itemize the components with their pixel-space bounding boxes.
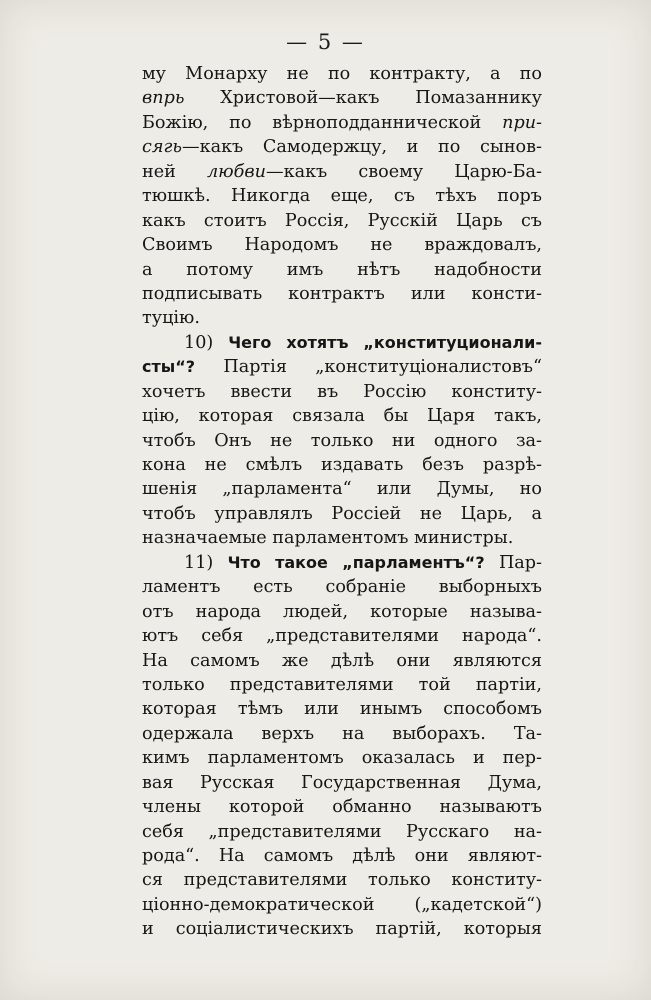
text-line — [142, 355, 542, 379]
line-text: вая Русская Государственная Дума, — [142, 772, 542, 793]
text-line — [142, 404, 542, 428]
line-text: цію, которая связала бы Царя такъ, — [142, 406, 542, 427]
line-text: а потому имъ нѣтъ надобности — [142, 259, 542, 280]
text-line — [142, 86, 542, 110]
text-line — [142, 844, 542, 868]
text-line — [142, 429, 542, 453]
text-line — [142, 673, 542, 697]
text-line — [142, 306, 542, 330]
text-line — [142, 697, 542, 721]
heading-text: сты“? — [142, 357, 196, 377]
text-line — [142, 917, 542, 941]
line-text: Своимъ Народомъ не враждовалъ, — [142, 235, 542, 256]
line-text: ней — [142, 161, 207, 182]
line-text: рода“. На самомъ дѣлѣ они являют- — [142, 846, 542, 866]
line-text: отъ народа людей, которые называ- — [142, 601, 542, 622]
line-text: —какъ своему Царю-Ба- — [265, 161, 542, 182]
line-text: Божію, по вѣрноподданнической — [142, 112, 503, 133]
text-line — [142, 868, 542, 892]
line-text: только представителями той партіи, — [142, 674, 542, 695]
line-text: себя „представителями Русскаго на- — [142, 821, 542, 842]
text-line — [142, 526, 542, 550]
text-line — [142, 551, 542, 575]
body-text — [142, 62, 542, 942]
line-text: Христовой—какъ Помазаннику — [184, 88, 542, 109]
line-text: одержала верхъ на выборахъ. Та- — [142, 723, 542, 744]
text-line — [142, 184, 542, 208]
heading-text: Что такое „парламентъ“? — [227, 552, 485, 572]
line-text: кимъ парламентомъ оказалась и пер- — [142, 748, 542, 769]
text-line — [142, 624, 542, 648]
page-number: — 5 — — [286, 30, 365, 54]
text-line — [142, 502, 542, 526]
line-text: чтобъ управлялъ Россіей не Царь, а — [142, 503, 542, 524]
line-text: туцію. — [142, 308, 200, 329]
text-line — [142, 233, 542, 257]
line-text: которая тѣмъ или инымъ способомъ — [142, 699, 542, 720]
text-line — [142, 795, 542, 819]
line-text: —какъ Самодержцу, и по сынов- — [181, 137, 542, 158]
text-line — [142, 746, 542, 770]
line-text: какъ стоитъ Россія, Русскій Царь съ — [142, 210, 542, 231]
line-text: ламентъ есть собраніе выборныхъ — [142, 577, 542, 598]
text-line — [142, 380, 542, 404]
line-text: Пар- — [484, 552, 542, 573]
line-text: ютъ себя „представителями народа“. — [142, 626, 542, 647]
line-text: подписывать контрактъ или консти- — [142, 283, 542, 304]
text-line — [142, 600, 542, 624]
line-text: и соціалистическихъ партій, которыя — [142, 919, 542, 940]
line-text: му Монарху не по контракту, а по — [142, 64, 542, 84]
line-text: кона не смѣлъ издавать безъ разрѣ- — [142, 455, 542, 475]
text-line — [142, 111, 542, 135]
italic-text: любви — [206, 161, 266, 182]
line-text: тюшкѣ. Никогда еще, съ тѣхъ поръ — [142, 186, 542, 207]
line-text: чтобъ Онъ не только ни одного за- — [142, 430, 542, 451]
italic-text: сягь — [142, 137, 182, 158]
italic-text: при- — [502, 112, 542, 133]
text-line — [142, 331, 542, 355]
text-line — [142, 820, 542, 844]
line-text: ся представителями только конститу- — [142, 870, 542, 891]
text-line — [142, 771, 542, 795]
text-line — [142, 209, 542, 233]
text-line — [142, 258, 542, 282]
text-line — [142, 453, 542, 477]
heading-text: Чего хотятъ „конституционали- — [228, 332, 542, 352]
line-text: хочетъ ввести въ Россію конститу- — [142, 381, 542, 402]
line-text: 10) — [184, 332, 229, 353]
line-text: назначаемые парламентомъ министры. — [142, 528, 514, 549]
line-text: шенія „парламента“ или Думы, но — [142, 479, 542, 500]
text-line — [142, 477, 542, 501]
italic-text: впрь — [142, 88, 185, 109]
text-line — [142, 722, 542, 746]
text-line — [142, 282, 542, 306]
line-text: 11) — [184, 552, 228, 573]
text-line — [142, 893, 542, 917]
text-line — [142, 62, 542, 86]
line-text: Партія „конституціоналистовъ“ — [195, 357, 542, 378]
line-text: На самомъ же дѣлѣ они являются — [142, 650, 542, 671]
line-text: ціонно-демократической („кадетской“) — [142, 894, 542, 915]
text-line — [142, 135, 542, 159]
text-line — [142, 649, 542, 673]
text-line — [142, 575, 542, 599]
text-line — [142, 160, 542, 184]
line-text: члены которой обманно называютъ — [142, 797, 542, 818]
